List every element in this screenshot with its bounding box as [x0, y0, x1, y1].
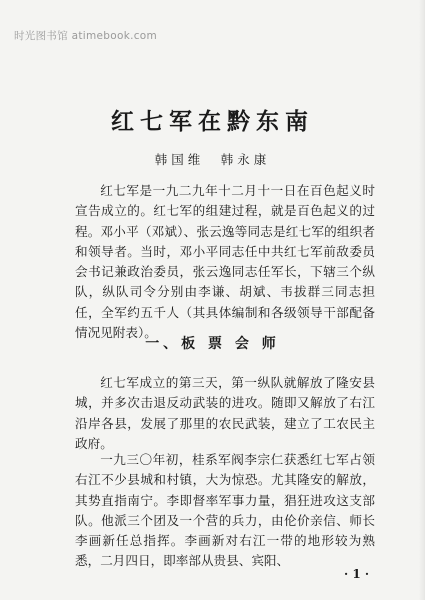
page-number: · 1 · — [344, 567, 370, 581]
watermark-text: 时光图书馆 atimebook.com — [14, 30, 158, 42]
paragraph-3: 一九三〇年初，桂系军阀李宗仁获悉红七军占领右江不少县城和村镇，大为惊恐。尤其隆安的解放，其势直指南宁。李即督率军事力量，猖狂进攻这支部队。他派三个团及一个营的兵力，由伦价亲信、师长李画新任总指挥。李画新对右江一带的地形较为熟悉，二月四日，即率部从贵县、宾阳、 — [75, 452, 375, 569]
page-edge-shadow — [419, 0, 425, 600]
paragraph-intro: 红七军是一九二九年十二月十一日在百色起义时宣告成立的。红七军的组建过程，就是百色起义的过程。邓小平（邓斌）、张云逸等同志是红七军的组织者和领导者。当时，邓小平同志任中共红七军前敌委员会书记兼政治委员，张云逸同志任军长，下辖三个纵队，纵队司令分别由李谦、胡斌、韦拔群三同志担任，全军约五千人（其具体编制和各级领导干部配备情况见附表）。 — [75, 183, 375, 341]
paragraph-2: 红七军成立的第三天，第一纵队就解放了隆安县城，并多次击退反动武装的进攻。随即又解放了右江沿岸各县，发展了那里的农民武装，建立了工农民主政府。 — [75, 375, 375, 451]
page-title: 红七军在黔东南 — [111, 108, 314, 135]
authors-line: 韩国维 韩永康 — [154, 152, 271, 167]
section-heading: 一、板 票 会 师 — [145, 336, 280, 352]
